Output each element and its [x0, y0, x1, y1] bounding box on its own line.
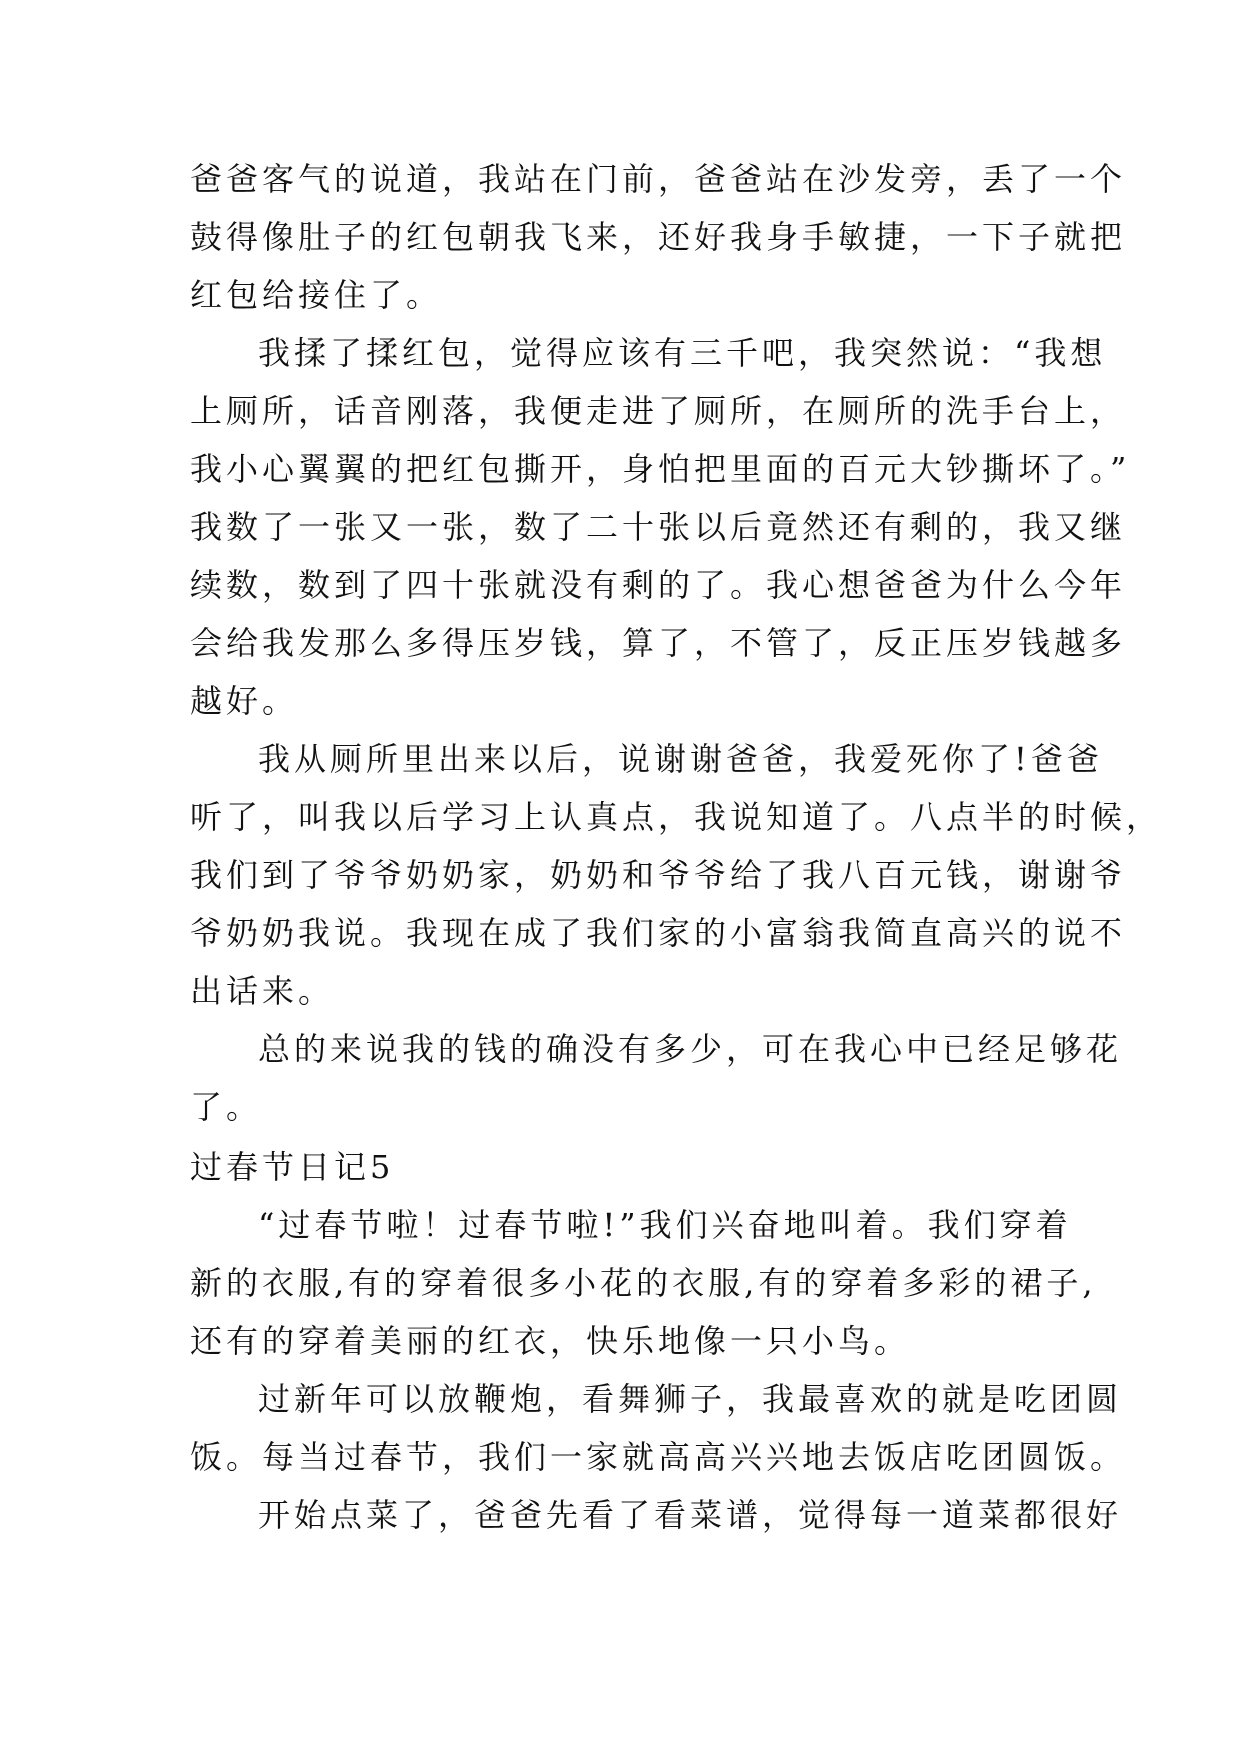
- paragraph-line: 总的来说我的钱的确没有多少，可在我心中已经足够花: [258, 1030, 1123, 1068]
- paragraph-line: “过春节啦！过春节啦!”我们兴奋地叫着。我们穿着: [258, 1206, 1072, 1244]
- paragraph: [190, 324, 1131, 730]
- paragraph-line: 饭。每当过春节，我们一家就高高兴兴地去饭店吃团圆饭。: [190, 1438, 1127, 1476]
- paragraph: [190, 730, 1163, 1020]
- paragraph: [190, 1486, 1123, 1544]
- paragraph-line: 爸爸客气的说道，我站在门前，爸爸站在沙发旁，丢了一个: [190, 160, 1127, 198]
- paragraph-line: 会给我发那么多得压岁钱，算了，不管了，反正压岁钱越多: [190, 624, 1127, 662]
- paragraph-line: 听了，叫我以后学习上认真点，我说知道了。八点半的时候，: [190, 798, 1163, 836]
- paragraph: [190, 150, 1127, 324]
- paragraph: [190, 1196, 1097, 1370]
- paragraph-line: 过新年可以放鞭炮，看舞狮子，我最喜欢的就是吃团圆: [258, 1380, 1123, 1418]
- paragraph-line: 我揉了揉红包，觉得应该有三千吧，我突然说：“我想: [258, 334, 1107, 372]
- paragraph-line: 了。: [190, 1088, 263, 1126]
- paragraph-line: 开始点菜了，爸爸先看了看菜谱，觉得每一道菜都很好: [258, 1496, 1123, 1534]
- paragraph-line: 我从厕所里出来以后，说谢谢爸爸，我爱死你了!爸爸: [258, 740, 1103, 778]
- paragraph-line: 我们到了爷爷奶奶家，奶奶和爷爷给了我八百元钱，谢谢爷: [190, 856, 1127, 894]
- paragraph-line: 我数了一张又一张，数了二十张以后竟然还有剩的，我又继: [190, 508, 1127, 546]
- paragraph-line: 出话来。: [190, 972, 335, 1010]
- paragraph-line: 爷奶奶我说。我现在成了我们家的小富翁我简直高兴的说不: [190, 914, 1127, 952]
- document-page: [190, 150, 1163, 1544]
- paragraph: [190, 1020, 1123, 1136]
- paragraph-line: 上厕所，话音刚落，我便走进了厕所，在厕所的洗手台上，: [190, 392, 1127, 430]
- paragraph-line: 我小心翼翼的把红包撕开，身怕把里面的百元大钞撕坏了。”: [190, 450, 1131, 488]
- paragraph-line: 新的衣服,有的穿着很多小花的衣服,有的穿着多彩的裙子,: [190, 1264, 1097, 1302]
- paragraph-line: 鼓得像肚子的红包朝我飞来，还好我身手敏捷，一下子就把: [190, 218, 1127, 256]
- paragraph-line: 续数，数到了四十张就没有剩的了。我心想爸爸为什么今年: [190, 566, 1127, 604]
- paragraph-line: 越好。: [190, 682, 299, 720]
- paragraph: [190, 1370, 1127, 1486]
- paragraph-line: 红包给接住了。: [190, 276, 443, 314]
- paragraph-line: 还有的穿着美丽的红衣，快乐地像一只小鸟。: [190, 1322, 911, 1360]
- section-title: 过春节日记5: [190, 1148, 395, 1186]
